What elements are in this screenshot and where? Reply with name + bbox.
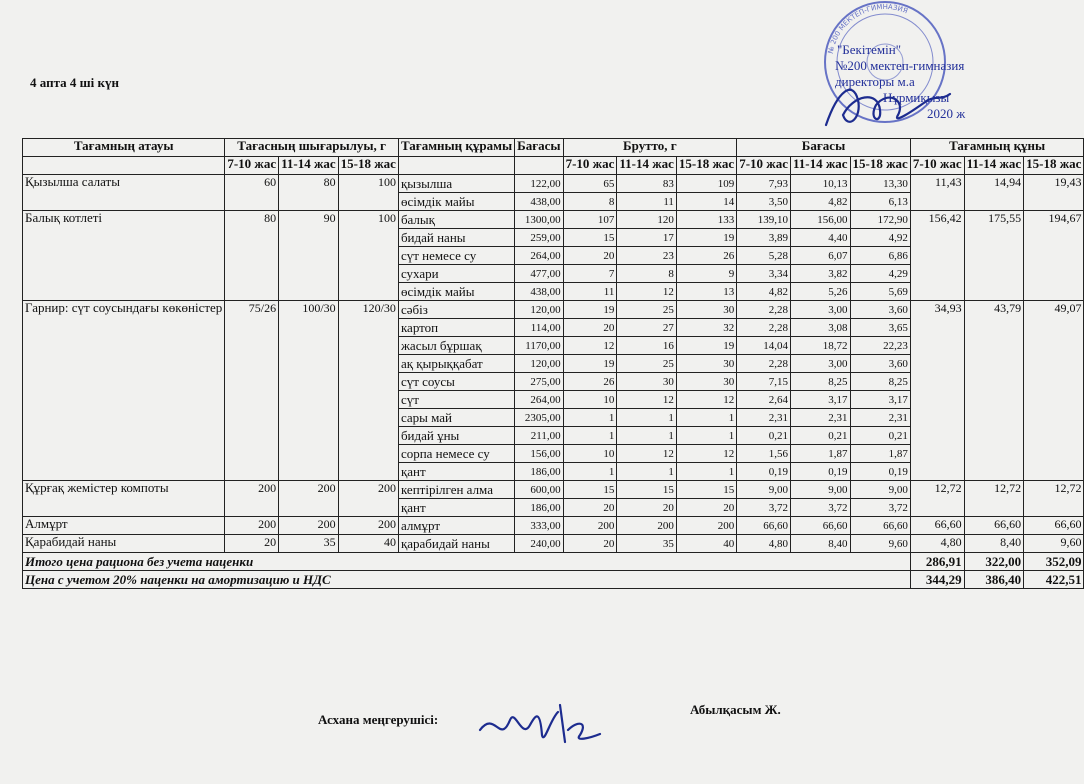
brutto-cell: 14 <box>676 193 736 211</box>
cost-cell: 0,21 <box>790 427 850 445</box>
ingredient-cell: сары май <box>398 409 514 427</box>
price-cell: 264,00 <box>515 391 563 409</box>
brutto-cell: 15 <box>676 481 736 499</box>
brutto-cell: 26 <box>563 373 617 391</box>
age-column-header: 11-14 жас <box>279 157 339 175</box>
brutto-cell: 1 <box>676 427 736 445</box>
dish-name: Қызылша салаты <box>23 175 225 211</box>
price-cell: 264,00 <box>515 247 563 265</box>
dish-cost-cell: 12,72 <box>964 481 1024 517</box>
cost-cell: 4,29 <box>850 265 910 283</box>
cost-cell: 3,65 <box>850 319 910 337</box>
brutto-cell: 200 <box>563 517 617 535</box>
total-row <box>23 571 1084 589</box>
brutto-cell: 16 <box>617 337 677 355</box>
brutto-cell: 20 <box>563 499 617 517</box>
yield-cell: 40 <box>338 535 398 553</box>
cost-cell: 5,26 <box>790 283 850 301</box>
price-cell: 211,00 <box>515 427 563 445</box>
brutto-cell: 15 <box>563 229 617 247</box>
cost-cell: 6,86 <box>850 247 910 265</box>
brutto-cell: 1 <box>676 463 736 481</box>
yield-cell: 35 <box>279 535 339 553</box>
cost-cell: 172,90 <box>850 211 910 229</box>
table-row <box>23 481 1084 499</box>
cost-cell: 0,21 <box>850 427 910 445</box>
age-column-header: 7-10 жас <box>225 157 279 175</box>
ingredient-cell: қант <box>398 463 514 481</box>
cost-cell: 3,60 <box>850 355 910 373</box>
cost-cell: 4,80 <box>737 535 791 553</box>
approval-title: "Бекітемін" <box>837 42 902 57</box>
cost-cell: 3,72 <box>737 499 791 517</box>
brutto-cell: 1 <box>617 409 677 427</box>
yield-cell: 200 <box>338 517 398 535</box>
brutto-cell: 15 <box>563 481 617 499</box>
dish-cost-cell: 66,60 <box>910 517 964 535</box>
ingredient-cell: бидай ұны <box>398 427 514 445</box>
age-column-header: 15-18 жас <box>676 157 736 175</box>
header-yield: Тағасның шығарылуы, г <box>225 139 399 157</box>
brutto-cell: 9 <box>676 265 736 283</box>
cost-cell: 2,28 <box>737 301 791 319</box>
yield-cell: 100 <box>338 175 398 211</box>
price-cell: 333,00 <box>515 517 563 535</box>
ingredient-cell: ақ қырыққабат <box>398 355 514 373</box>
price-cell: 186,00 <box>515 499 563 517</box>
cost-cell: 9,60 <box>850 535 910 553</box>
cost-cell: 9,00 <box>850 481 910 499</box>
dish-name: Балық котлеті <box>23 211 225 301</box>
dish-cost-cell: 8,40 <box>964 535 1024 553</box>
ingredient-cell: сүт <box>398 391 514 409</box>
brutto-cell: 30 <box>676 355 736 373</box>
total-value: 422,51 <box>1024 571 1084 589</box>
cost-cell: 2,31 <box>850 409 910 427</box>
cost-cell: 3,82 <box>790 265 850 283</box>
ingredient-cell: кептірілген алма <box>398 481 514 499</box>
cost-cell: 0,19 <box>790 463 850 481</box>
dish-cost-cell: 11,43 <box>910 175 964 211</box>
brutto-cell: 12 <box>617 391 677 409</box>
price-cell: 477,00 <box>515 265 563 283</box>
brutto-cell: 23 <box>617 247 677 265</box>
brutto-cell: 200 <box>676 517 736 535</box>
ingredient-cell: қант <box>398 499 514 517</box>
yield-cell: 200 <box>225 517 279 535</box>
brutto-cell: 10 <box>563 391 617 409</box>
yield-cell: 80 <box>225 211 279 301</box>
approval-school: №200 мектеп-гимназия <box>835 58 965 73</box>
yield-cell: 200 <box>279 481 339 517</box>
cost-cell: 3,72 <box>790 499 850 517</box>
cost-cell: 5,28 <box>737 247 791 265</box>
header-price: Бағасы <box>515 139 563 157</box>
yield-cell: 100 <box>338 211 398 301</box>
dish-cost-cell: 34,93 <box>910 301 964 481</box>
cost-cell: 1,56 <box>737 445 791 463</box>
cost-cell: 10,13 <box>790 175 850 193</box>
brutto-cell: 25 <box>617 355 677 373</box>
yield-cell: 20 <box>225 535 279 553</box>
brutto-cell: 20 <box>617 499 677 517</box>
age-column-header: 15-18 жас <box>850 157 910 175</box>
brutto-cell: 30 <box>676 373 736 391</box>
cost-cell: 1,87 <box>790 445 850 463</box>
brutto-cell: 17 <box>617 229 677 247</box>
total-row <box>23 553 1084 571</box>
brutto-cell: 120 <box>617 211 677 229</box>
cost-cell: 3,08 <box>790 319 850 337</box>
dish-cost-cell: 194,67 <box>1024 211 1084 301</box>
total-value: 286,91 <box>910 553 964 571</box>
price-cell: 186,00 <box>515 463 563 481</box>
ingredient-cell: өсімдік майы <box>398 193 514 211</box>
yield-cell: 90 <box>279 211 339 301</box>
cost-cell: 66,60 <box>737 517 791 535</box>
menu-table <box>22 138 1084 589</box>
stamp-text: № 200 МЕКТЕП-ГИМНАЗИЯ <box>826 2 909 55</box>
brutto-cell: 30 <box>676 301 736 319</box>
dish-cost-cell: 156,42 <box>910 211 964 301</box>
approval-year: 2020 ж <box>927 106 966 121</box>
cost-cell: 18,72 <box>790 337 850 355</box>
brutto-cell: 83 <box>617 175 677 193</box>
cost-cell: 22,23 <box>850 337 910 355</box>
brutto-cell: 25 <box>617 301 677 319</box>
brutto-cell: 1 <box>676 409 736 427</box>
brutto-cell: 107 <box>563 211 617 229</box>
cost-cell: 2,31 <box>790 409 850 427</box>
table-row <box>23 175 1084 193</box>
brutto-cell: 12 <box>617 283 677 301</box>
dish-cost-cell: 14,94 <box>964 175 1024 211</box>
dish-name: Құрғақ жемістер компоты <box>23 481 225 517</box>
ingredient-cell: жасыл бұршақ <box>398 337 514 355</box>
total-label: Цена с учетом 20% наценки на амортизацию и НДС <box>23 571 911 589</box>
brutto-cell: 19 <box>676 229 736 247</box>
yield-cell: 120/30 <box>338 301 398 481</box>
total-label: Итого цена рациона без учета наценки <box>23 553 911 571</box>
yield-cell: 75/26 <box>225 301 279 481</box>
price-cell: 156,00 <box>515 445 563 463</box>
brutto-cell: 200 <box>617 517 677 535</box>
brutto-cell: 20 <box>676 499 736 517</box>
total-value: 344,29 <box>910 571 964 589</box>
cost-cell: 4,82 <box>790 193 850 211</box>
cost-cell: 13,30 <box>850 175 910 193</box>
dish-cost-cell: 4,80 <box>910 535 964 553</box>
yield-cell: 100/30 <box>279 301 339 481</box>
ingredient-cell: сухари <box>398 265 514 283</box>
brutto-cell: 1 <box>617 427 677 445</box>
price-cell: 438,00 <box>515 193 563 211</box>
dish-name: Алмұрт <box>23 517 225 535</box>
ingredient-cell: сорпа немесе су <box>398 445 514 463</box>
price-cell: 438,00 <box>515 283 563 301</box>
age-column-header: 15-18 жас <box>1024 157 1084 175</box>
yield-cell: 200 <box>225 481 279 517</box>
cost-cell: 66,60 <box>790 517 850 535</box>
director-signature <box>818 70 958 140</box>
cost-cell: 0,19 <box>850 463 910 481</box>
total-value: 352,09 <box>1024 553 1084 571</box>
cost-cell: 3,50 <box>737 193 791 211</box>
ingredient-cell: қарабидай наны <box>398 535 514 553</box>
price-cell: 259,00 <box>515 229 563 247</box>
cost-cell: 2,28 <box>737 355 791 373</box>
brutto-cell: 19 <box>563 355 617 373</box>
brutto-cell: 26 <box>676 247 736 265</box>
cost-cell: 0,19 <box>737 463 791 481</box>
brutto-cell: 30 <box>617 373 677 391</box>
brutto-cell: 109 <box>676 175 736 193</box>
ingredient-cell: қызылша <box>398 175 514 193</box>
price-cell: 275,00 <box>515 373 563 391</box>
dish-cost-cell: 12,72 <box>1024 481 1084 517</box>
ingredient-cell: сүт соусы <box>398 373 514 391</box>
dish-cost-cell: 19,43 <box>1024 175 1084 211</box>
cost-cell: 3,72 <box>850 499 910 517</box>
age-column-header: 7-10 жас <box>737 157 791 175</box>
table-row <box>23 517 1084 535</box>
brutto-cell: 12 <box>617 445 677 463</box>
header-brutto: Брутто, г <box>563 139 737 157</box>
yield-cell: 200 <box>279 517 339 535</box>
age-column-header: 15-18 жас <box>338 157 398 175</box>
cost-cell: 8,25 <box>790 373 850 391</box>
price-cell: 122,00 <box>515 175 563 193</box>
dish-cost-cell: 43,79 <box>964 301 1024 481</box>
cost-cell: 9,00 <box>737 481 791 499</box>
kitchen-head-name: Абылқасым Ж. <box>690 702 781 717</box>
cost-cell: 3,00 <box>790 355 850 373</box>
brutto-cell: 15 <box>617 481 677 499</box>
brutto-cell: 40 <box>676 535 736 553</box>
cost-cell: 7,15 <box>737 373 791 391</box>
ingredient-cell: өсімдік майы <box>398 283 514 301</box>
cost-cell: 14,04 <box>737 337 791 355</box>
brutto-cell: 12 <box>563 337 617 355</box>
cost-cell: 7,93 <box>737 175 791 193</box>
brutto-cell: 1 <box>563 427 617 445</box>
brutto-cell: 12 <box>676 391 736 409</box>
brutto-cell: 8 <box>563 193 617 211</box>
dish-cost-cell: 49,07 <box>1024 301 1084 481</box>
yield-cell: 200 <box>338 481 398 517</box>
approval-director-name: Нұрмиқызы <box>883 90 950 105</box>
cost-cell: 2,64 <box>737 391 791 409</box>
cost-cell: 8,25 <box>850 373 910 391</box>
cost-cell: 8,40 <box>790 535 850 553</box>
cost-cell: 1,87 <box>850 445 910 463</box>
price-cell: 240,00 <box>515 535 563 553</box>
brutto-cell: 13 <box>676 283 736 301</box>
brutto-cell: 11 <box>563 283 617 301</box>
age-column-header: 11-14 жас <box>790 157 850 175</box>
age-column-header: 7-10 жас <box>563 157 617 175</box>
brutto-cell: 32 <box>676 319 736 337</box>
dish-cost-cell: 9,60 <box>1024 535 1084 553</box>
dish-cost-cell: 66,60 <box>964 517 1024 535</box>
dish-cost-cell: 175,55 <box>964 211 1024 301</box>
brutto-cell: 20 <box>563 319 617 337</box>
ingredient-cell: алмұрт <box>398 517 514 535</box>
cost-cell: 3,17 <box>790 391 850 409</box>
cost-cell: 4,92 <box>850 229 910 247</box>
brutto-cell: 1 <box>563 409 617 427</box>
brutto-cell: 8 <box>617 265 677 283</box>
ingredient-cell: сүт немесе су <box>398 247 514 265</box>
brutto-cell: 7 <box>563 265 617 283</box>
cost-cell: 2,31 <box>737 409 791 427</box>
brutto-cell: 35 <box>617 535 677 553</box>
cost-cell: 139,10 <box>737 211 791 229</box>
header-name: Тағамның атауы <box>23 139 225 157</box>
brutto-cell: 10 <box>563 445 617 463</box>
brutto-cell: 27 <box>617 319 677 337</box>
age-column-header: 7-10 жас <box>910 157 964 175</box>
dish-name: Гарнир: сүт соусындағы көкөністер <box>23 301 225 481</box>
cost-cell: 2,28 <box>737 319 791 337</box>
cost-cell: 6,13 <box>850 193 910 211</box>
price-cell: 600,00 <box>515 481 563 499</box>
brutto-cell: 1 <box>563 463 617 481</box>
ingredient-cell: картоп <box>398 319 514 337</box>
approval-role: директоры м.а <box>835 74 915 89</box>
cost-cell: 3,89 <box>737 229 791 247</box>
cost-cell: 3,00 <box>790 301 850 319</box>
cost-cell: 5,69 <box>850 283 910 301</box>
header-dish-cost: Тағамның құны <box>910 139 1084 157</box>
cost-cell: 0,21 <box>737 427 791 445</box>
dish-cost-cell: 12,72 <box>910 481 964 517</box>
brutto-cell: 12 <box>676 445 736 463</box>
table-row <box>23 301 1084 319</box>
brutto-cell: 19 <box>563 301 617 319</box>
price-cell: 120,00 <box>515 301 563 319</box>
total-value: 322,00 <box>964 553 1024 571</box>
yield-cell: 80 <box>279 175 339 211</box>
total-value: 386,40 <box>964 571 1024 589</box>
yield-cell: 60 <box>225 175 279 211</box>
price-cell: 120,00 <box>515 355 563 373</box>
cost-cell: 4,40 <box>790 229 850 247</box>
age-column-header: 11-14 жас <box>964 157 1024 175</box>
cost-cell: 9,00 <box>790 481 850 499</box>
price-cell: 114,00 <box>515 319 563 337</box>
document-title: 4 апта 4 ші күн <box>30 75 119 90</box>
header-cost: Бағасы <box>737 139 911 157</box>
brutto-cell: 20 <box>563 247 617 265</box>
ingredient-cell: сәбіз <box>398 301 514 319</box>
ingredient-cell: балық <box>398 211 514 229</box>
brutto-cell: 11 <box>617 193 677 211</box>
price-cell: 2305,00 <box>515 409 563 427</box>
dish-cost-cell: 66,60 <box>1024 517 1084 535</box>
cost-cell: 6,07 <box>790 247 850 265</box>
header-composition: Тағамның құрамы <box>398 139 514 157</box>
dish-name: Қарабидай наны <box>23 535 225 553</box>
price-cell: 1170,00 <box>515 337 563 355</box>
cost-cell: 3,17 <box>850 391 910 409</box>
age-column-header: 11-14 жас <box>617 157 677 175</box>
brutto-cell: 20 <box>563 535 617 553</box>
brutto-cell: 1 <box>617 463 677 481</box>
cost-cell: 66,60 <box>850 517 910 535</box>
price-cell: 1300,00 <box>515 211 563 229</box>
cost-cell: 3,34 <box>737 265 791 283</box>
cost-cell: 4,82 <box>737 283 791 301</box>
cost-cell: 156,00 <box>790 211 850 229</box>
brutto-cell: 65 <box>563 175 617 193</box>
brutto-cell: 19 <box>676 337 736 355</box>
kitchen-head-signature <box>470 690 610 750</box>
kitchen-head-label: Асхана меңгерушісі: <box>318 712 439 727</box>
table-row <box>23 211 1084 229</box>
ingredient-cell: бидай наны <box>398 229 514 247</box>
brutto-cell: 133 <box>676 211 736 229</box>
cost-cell: 3,60 <box>850 301 910 319</box>
table-row <box>23 535 1084 553</box>
